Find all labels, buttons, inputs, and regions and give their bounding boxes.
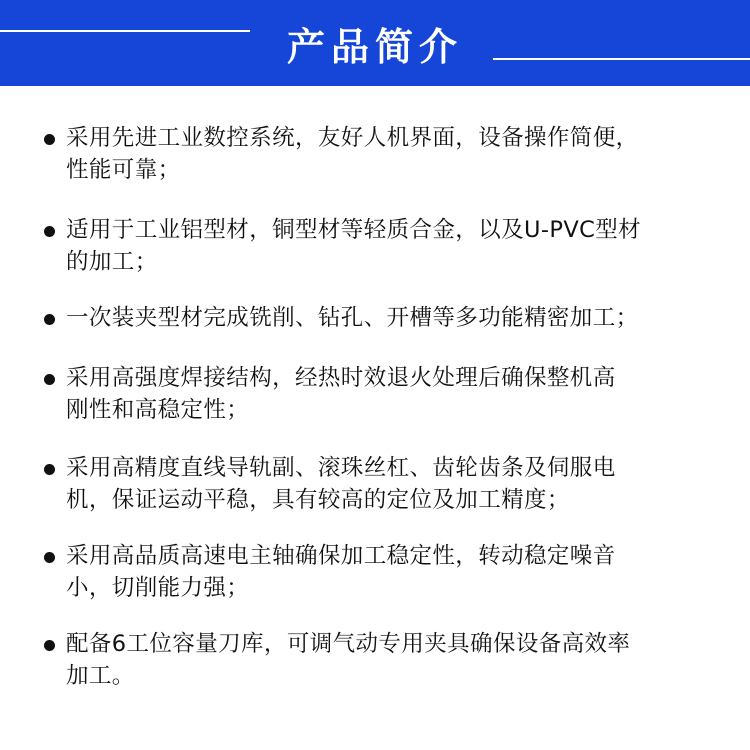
feature-item-6	[44, 540, 716, 604]
feature-text: 适用于工业铝型材，铜型材等轻质合金，以及U-PVC型材 的加工；	[66, 217, 642, 275]
header-banner	[0, 0, 750, 86]
feature-text: 一次装夹型材完成铣削、钻孔、开槽等多功能精密加工；	[66, 305, 639, 331]
feature-text: 采用高品质高速电主轴确保加工稳定性，转动稳定噪音 小，切削能力强；	[66, 543, 616, 601]
feature-item-5	[44, 452, 716, 516]
bullet-icon	[44, 464, 55, 475]
feature-text: 采用高强度焊接结构，经热时效退火处理后确保整机高 刚性和高稳定性；	[66, 365, 616, 423]
bullet-icon	[44, 374, 55, 385]
feature-text: 配备6工位容量刀库，可调气动专用夹具确保设备高效率 加工。	[66, 631, 631, 689]
bullet-icon	[44, 226, 55, 237]
feature-item-4	[44, 362, 716, 426]
feature-text: 采用先进工业数控系统，友好人机界面，设备操作简便， 性能可靠；	[66, 125, 639, 183]
bullet-icon	[44, 314, 55, 325]
feature-item-2	[44, 214, 716, 278]
feature-item-7	[44, 628, 716, 692]
bullet-icon	[44, 552, 55, 563]
page-title: 产品简介	[286, 25, 463, 69]
header-decor-line-left	[0, 30, 250, 32]
feature-item-1	[44, 122, 716, 186]
feature-item-3	[44, 302, 716, 334]
header-decor-line-right	[493, 58, 750, 60]
bullet-icon	[44, 134, 55, 145]
bullet-icon	[44, 640, 55, 651]
feature-text: 采用高精度直线导轨副、滚珠丝杠、齿轮齿条及伺服电 机，保证运动平稳，具有较高的定位及加工精度；	[66, 455, 616, 513]
